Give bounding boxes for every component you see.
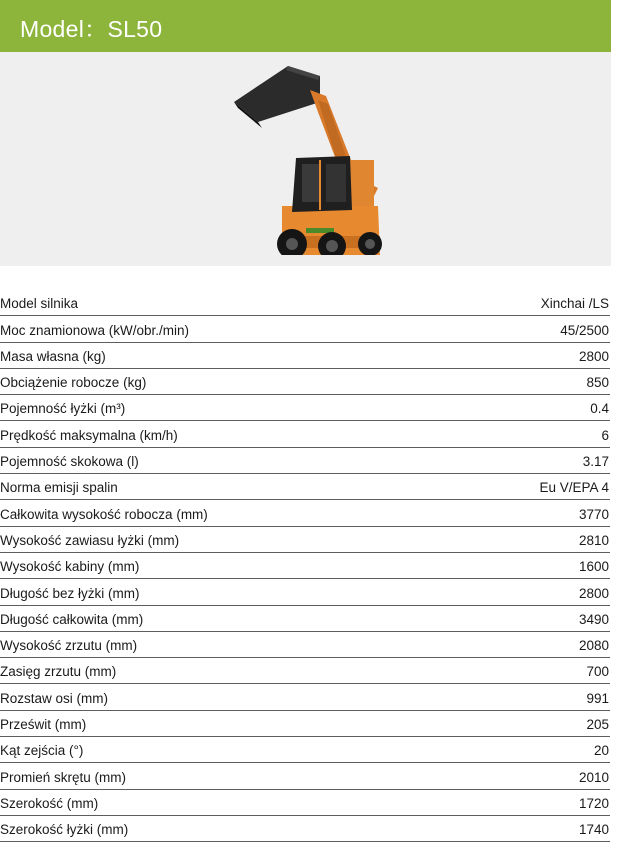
spec-label: Prześwit (mm)	[0, 717, 87, 733]
spec-label: Kąt zejścia (°)	[0, 743, 84, 759]
spec-value: 2010	[578, 769, 609, 785]
spec-table	[0, 290, 610, 842]
spec-label: Długość całkowita (mm)	[0, 611, 144, 627]
table-row	[0, 421, 610, 447]
spec-value: 205	[586, 717, 609, 733]
table-row	[0, 684, 610, 710]
spec-value: 3770	[578, 506, 609, 522]
spec-value: 45/2500	[560, 322, 609, 338]
spec-value: Eu V/EPA 4	[539, 480, 609, 496]
spec-value: 2080	[578, 638, 609, 654]
spec-label: Rozstaw osi (mm)	[0, 690, 109, 706]
table-row	[0, 369, 610, 395]
spec-label: Promień skrętu (mm)	[0, 769, 127, 785]
spec-value: 3490	[578, 611, 609, 627]
spec-value: 2810	[578, 532, 609, 548]
spec-value: 1740	[578, 822, 609, 838]
spec-value: 1720	[578, 795, 609, 811]
spec-value: 850	[586, 375, 609, 391]
table-row	[0, 448, 610, 474]
spec-label: Szerokość łyżki (mm)	[0, 822, 129, 838]
spec-label: Obciążenie robocze (kg)	[0, 375, 147, 391]
table-row	[0, 790, 610, 816]
header-bar	[0, 0, 611, 52]
product-image-area	[0, 52, 611, 266]
spec-label: Prędkość maksymalna (km/h)	[0, 427, 178, 443]
table-row	[0, 816, 610, 842]
table-row	[0, 658, 610, 684]
table-row	[0, 711, 610, 737]
table-row	[0, 395, 610, 421]
table-row	[0, 579, 610, 605]
spec-label: Pojemność skokowa (l)	[0, 454, 139, 470]
spec-label: Masa własna (kg)	[0, 348, 106, 364]
spec-value: Xinchai /LS	[540, 296, 609, 312]
page-title: Model：SL50	[20, 16, 163, 42]
spec-label: Model silnika	[0, 296, 79, 312]
table-row	[0, 763, 610, 789]
spec-value: 2800	[578, 585, 609, 601]
spec-value: 991	[586, 690, 609, 706]
table-row	[0, 343, 610, 369]
table-row	[0, 737, 610, 763]
page-margin	[611, 0, 618, 849]
spec-label: Moc znamionowa (kW/obr./min)	[0, 322, 190, 338]
spec-label: Norma emisji spalin	[0, 480, 118, 496]
spec-value: 0.4	[590, 401, 609, 417]
spec-value: 6	[601, 427, 609, 443]
table-row	[0, 606, 610, 632]
spec-value: 20	[593, 743, 609, 759]
spec-label: Pojemność łyżki (m³)	[0, 401, 126, 417]
table-row	[0, 527, 610, 553]
spec-label: Długość bez łyżki (mm)	[0, 585, 140, 601]
spec-label: Wysokość zrzutu (mm)	[0, 638, 138, 654]
table-row	[0, 500, 610, 526]
spec-label: Szerokość (mm)	[0, 795, 99, 811]
table-row	[0, 632, 610, 658]
spec-value: 2800	[578, 348, 609, 364]
spec-label: Zasięg zrzutu (mm)	[0, 664, 117, 680]
skid-steer-loader-image	[228, 60, 388, 255]
table-row	[0, 316, 610, 342]
spec-value: 1600	[578, 559, 609, 575]
table-row	[0, 290, 610, 316]
spec-label: Całkowita wysokość robocza (mm)	[0, 506, 208, 522]
table-row	[0, 474, 610, 500]
spec-value: 3.17	[582, 454, 609, 470]
spec-value: 700	[586, 664, 609, 680]
spec-label: Wysokość zawiasu łyżki (mm)	[0, 532, 180, 548]
table-row	[0, 553, 610, 579]
spec-label: Wysokość kabiny (mm)	[0, 559, 140, 575]
